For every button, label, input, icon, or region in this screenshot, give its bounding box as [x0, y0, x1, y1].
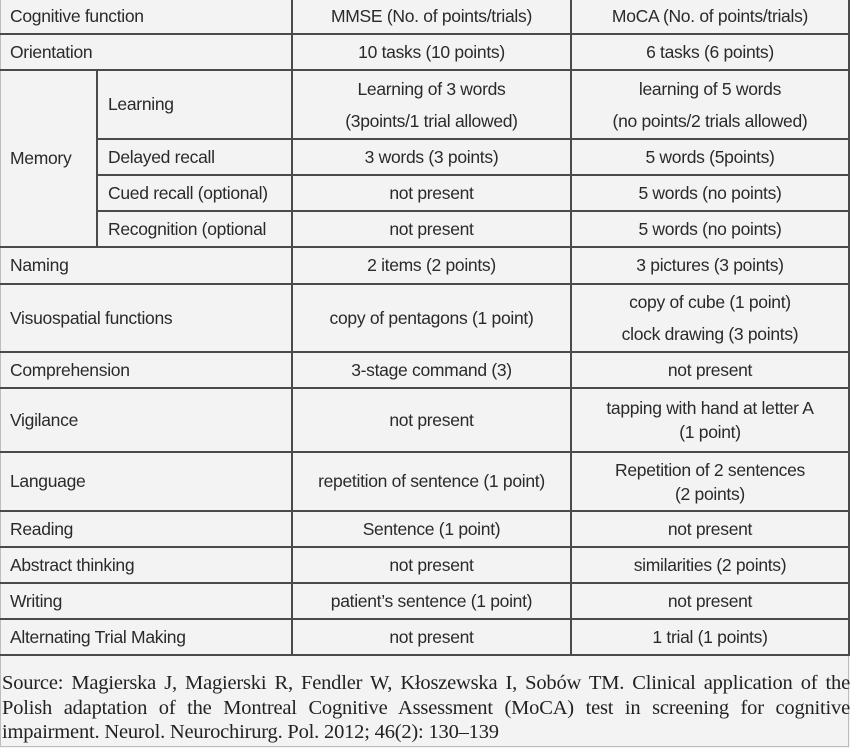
row-label: Writing	[0, 583, 292, 619]
row-label: Alternating Trial Making	[0, 619, 292, 655]
table-row-memory-recognition	[0, 211, 849, 247]
mmse-cell: 3 words (3 points)	[292, 139, 571, 175]
mmse-cell: 2 items (2 points)	[292, 247, 571, 284]
row-sublabel: Delayed recall	[97, 139, 292, 175]
moca-line-2: (2 points)	[675, 483, 745, 504]
header-mmse: MMSE (No. of points/trials)	[292, 0, 571, 34]
mmse-cell: not present	[292, 388, 571, 452]
mmse-cell: patient’s sentence (1 point)	[292, 583, 571, 619]
moca-cell	[571, 452, 849, 511]
moca-line-1: tapping with hand at letter A	[606, 398, 814, 418]
row-label: Orientation	[0, 34, 292, 70]
moca-cell: not present	[571, 583, 849, 619]
mmse-line-2: (3points/1 trial allowed)	[345, 110, 518, 131]
mmse-cell	[292, 70, 571, 139]
row-sublabel: Learning	[97, 70, 292, 139]
mmse-line-1: Learning of 3 words	[357, 78, 506, 99]
moca-line-1: copy of cube (1 point)	[629, 292, 791, 312]
table-row-orientation	[0, 34, 849, 70]
row-label: Vigilance	[0, 388, 292, 452]
mmse-cell: not present	[292, 211, 571, 247]
table-row-memory-cued-recall	[0, 175, 849, 211]
mmse-cell: not present	[292, 547, 571, 583]
row-label: Language	[0, 452, 292, 511]
table-row-visuospatial	[0, 284, 849, 352]
mmse-cell: copy of pentagons (1 point)	[292, 284, 571, 352]
row-label: Visuospatial functions	[0, 284, 292, 352]
moca-cell: 5 words (no points)	[571, 211, 849, 247]
moca-line-1: learning of 5 words	[638, 78, 782, 99]
mmse-cell: repetition of sentence (1 point)	[292, 452, 571, 511]
moca-cell: 1 trial (1 points)	[571, 619, 849, 655]
mmse-cell: 3-stage command (3)	[292, 352, 571, 388]
header-cognitive-function: Cognitive function	[0, 0, 292, 34]
row-label: Naming	[0, 247, 292, 284]
table-row-abstract-thinking	[0, 547, 849, 583]
row-label: Comprehension	[0, 352, 292, 388]
table-row-comprehension	[0, 352, 849, 388]
row-group-label-memory: Memory	[0, 70, 97, 247]
table-row-language	[0, 452, 849, 511]
moca-line-1: Repetition of 2 sentences	[615, 459, 805, 480]
mmse-cell: 10 tasks (10 points)	[292, 34, 571, 70]
mmse-cell: not present	[292, 175, 571, 211]
moca-cell: similarities (2 points)	[571, 547, 849, 583]
table-row-memory-delayed-recall	[0, 139, 849, 175]
row-label: Reading	[0, 511, 292, 547]
table-row-alternating-trail-making	[0, 619, 849, 655]
moca-cell: 5 words (5points)	[571, 139, 849, 175]
moca-line-2: clock drawing (3 points)	[621, 324, 799, 344]
table-row-naming	[0, 247, 849, 284]
moca-line-2: (1 point)	[679, 422, 741, 442]
moca-cell	[571, 388, 849, 452]
source-citation: Source: Magierska J, Magierski R, Fendler W, Kłoszewska I, Sobów TM. Clinical application of the Polish adaptation of the Montreal Cognitive Assessment (MoCA) test in screening for cognitive impairment. Neurol. Neurochirurg. Pol. 2012; 46(2): 130–139	[2, 672, 850, 743]
moca-cell	[571, 284, 849, 352]
table-header-row	[0, 0, 849, 34]
table-row-memory-learning	[0, 70, 849, 139]
moca-cell: not present	[571, 352, 849, 388]
moca-line-2: (no points/2 trials allowed)	[612, 110, 808, 131]
moca-cell: 6 tasks (6 points)	[571, 34, 849, 70]
header-moca: MoCA (No. of points/trials)	[571, 0, 849, 34]
table-row-reading	[0, 511, 849, 547]
moca-cell: 3 pictures (3 points)	[571, 247, 849, 284]
moca-cell	[571, 70, 849, 139]
moca-cell: 5 words (no points)	[571, 175, 849, 211]
moca-cell: not present	[571, 511, 849, 547]
table-row-writing	[0, 583, 849, 619]
row-sublabel: Recognition (optional	[97, 211, 292, 247]
mmse-cell: not present	[292, 619, 571, 655]
row-label: Abstract thinking	[0, 547, 292, 583]
mmse-cell: Sentence (1 point)	[292, 511, 571, 547]
row-sublabel: Cued recall (optional)	[97, 175, 292, 211]
table-row-vigilance	[0, 388, 849, 452]
